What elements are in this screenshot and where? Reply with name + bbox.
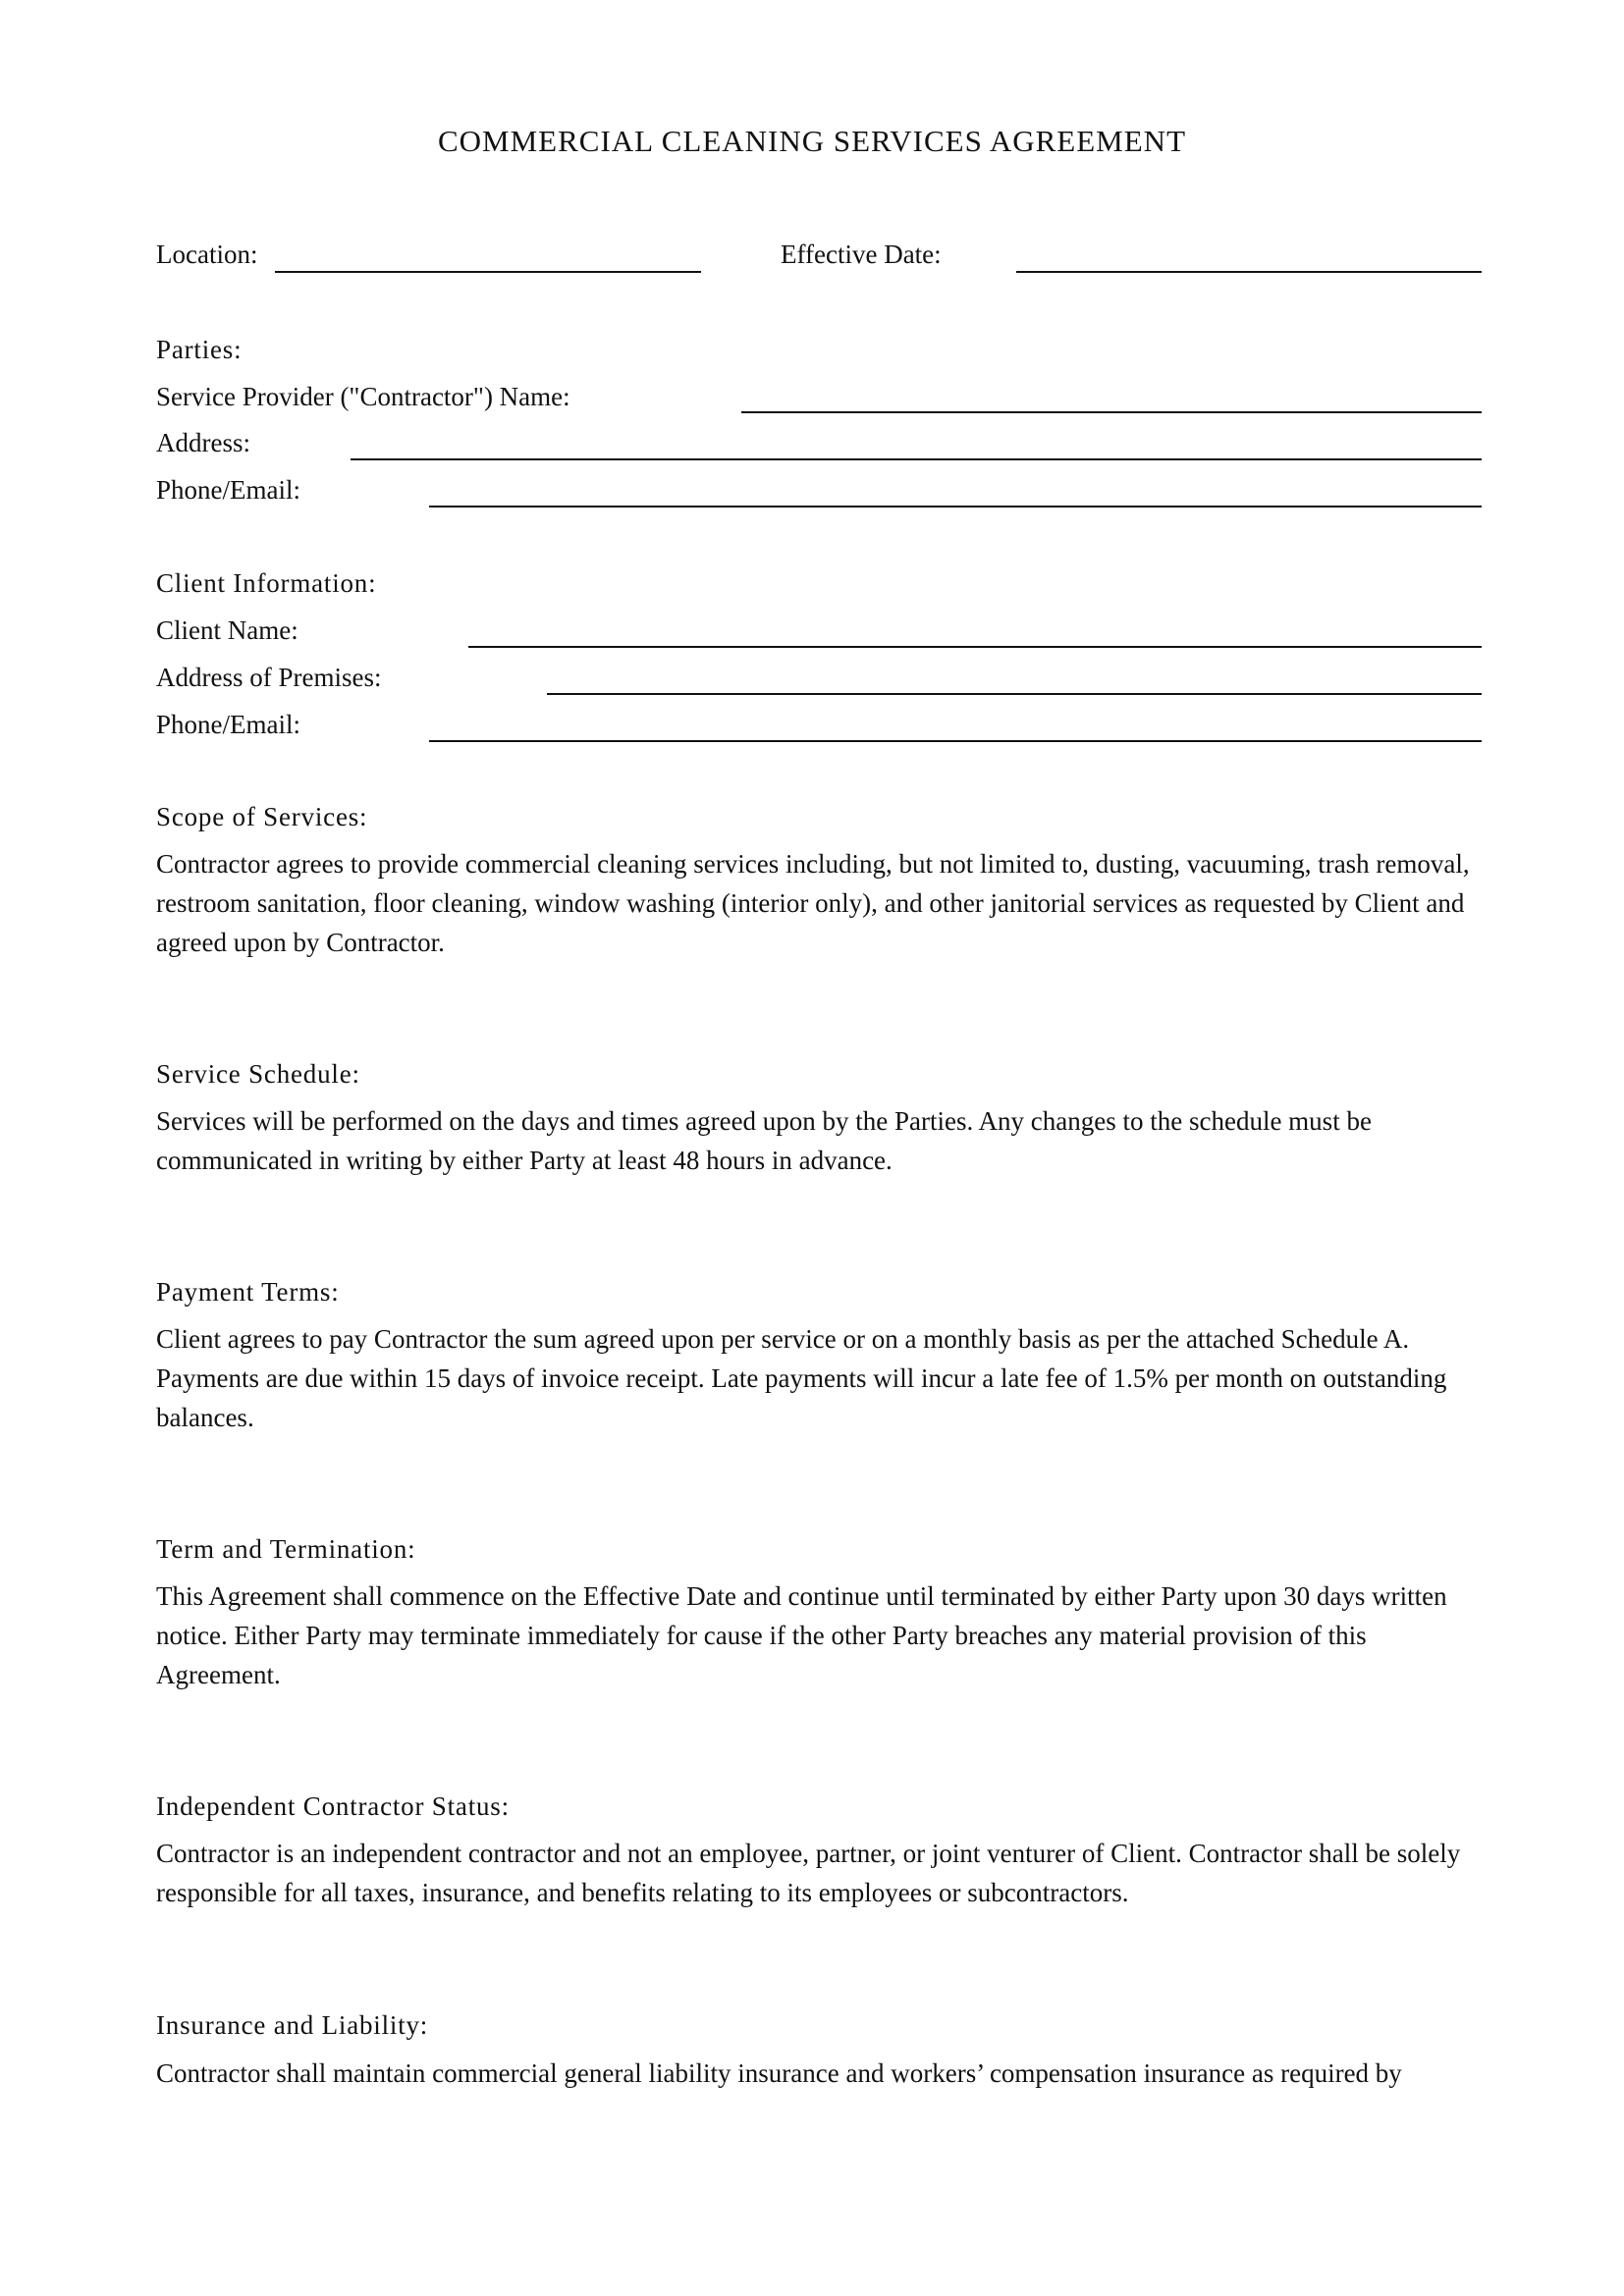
term-and-termination-heading: Term and Termination:	[156, 1534, 416, 1564]
location-field-line[interactable]	[275, 271, 701, 273]
location-label: Location:	[156, 240, 258, 269]
term-and-termination-text: This Agreement shall commence on the Effective Date and continue until terminated by either Party upon 30 days written notice. Either Party may terminate immediately for cause if the other Party breaches any material provision of this Agreement.	[156, 1581, 1447, 1689]
provider-phone-email-label: Phone/Email:	[156, 475, 300, 505]
service-schedule-text: Services will be performed on the days and times agreed upon by the Parties. Any changes to the schedule must be communicated in writing by either Party at least 48 hours in advance.	[156, 1106, 1372, 1175]
independent-contractor-text: Contractor is an independent contractor and not an employee, partner, or joint venturer of Client. Contractor shall be solely responsible for all taxes, insurance, and benefits relating to its employees or subcontractors.	[156, 1839, 1461, 1907]
provider-phone-email-field-line[interactable]	[429, 506, 1482, 507]
provider-address-label: Address:	[156, 428, 250, 457]
scope-of-services-text: Contractor agrees to provide commercial cleaning services including, but not limited to, dusting, vacuuming, trash removal, restroom sanitation, floor cleaning, window washing (interior only), and other janitorial services as requested by Client and agreed upon by Contractor.	[156, 849, 1470, 957]
client-name-field-line[interactable]	[468, 646, 1482, 648]
client-phone-email-field-line[interactable]	[429, 740, 1482, 742]
insurance-and-liability-heading: Insurance and Liability:	[156, 2010, 429, 2040]
client-information-heading: Client Information:	[156, 568, 377, 598]
provider-name-label: Service Provider ("Contractor") Name:	[156, 382, 570, 411]
scope-of-services-heading: Scope of Services:	[156, 802, 368, 831]
payment-terms-text: Client agrees to pay Contractor the sum agreed upon per service or on a monthly basis as per the attached Schedule A. Payments are due within 15 days of invoice receipt. Late payments will incur a late fee of 1.5% per month on outstanding balances.	[156, 1324, 1447, 1432]
provider-name-field-line[interactable]	[741, 411, 1482, 413]
parties-heading: Parties:	[156, 335, 243, 364]
effective-date-field-line[interactable]	[1016, 271, 1482, 273]
provider-address-field-line[interactable]	[351, 458, 1482, 460]
payment-terms-heading: Payment Terms:	[156, 1277, 340, 1307]
document-title: COMMERCIAL CLEANING SERVICES AGREEMENT	[437, 124, 1187, 158]
effective-date-label: Effective Date:	[781, 240, 942, 269]
premises-address-field-line[interactable]	[547, 693, 1482, 695]
premises-address-label: Address of Premises:	[156, 663, 382, 692]
independent-contractor-heading: Independent Contractor Status:	[156, 1791, 510, 1821]
service-schedule-heading: Service Schedule:	[156, 1059, 360, 1089]
client-phone-email-label: Phone/Email:	[156, 710, 300, 739]
client-name-label: Client Name:	[156, 615, 298, 645]
insurance-and-liability-text: Contractor shall maintain commercial general liability insurance and workers’ compensation insurance as required by	[156, 2058, 1402, 2088]
